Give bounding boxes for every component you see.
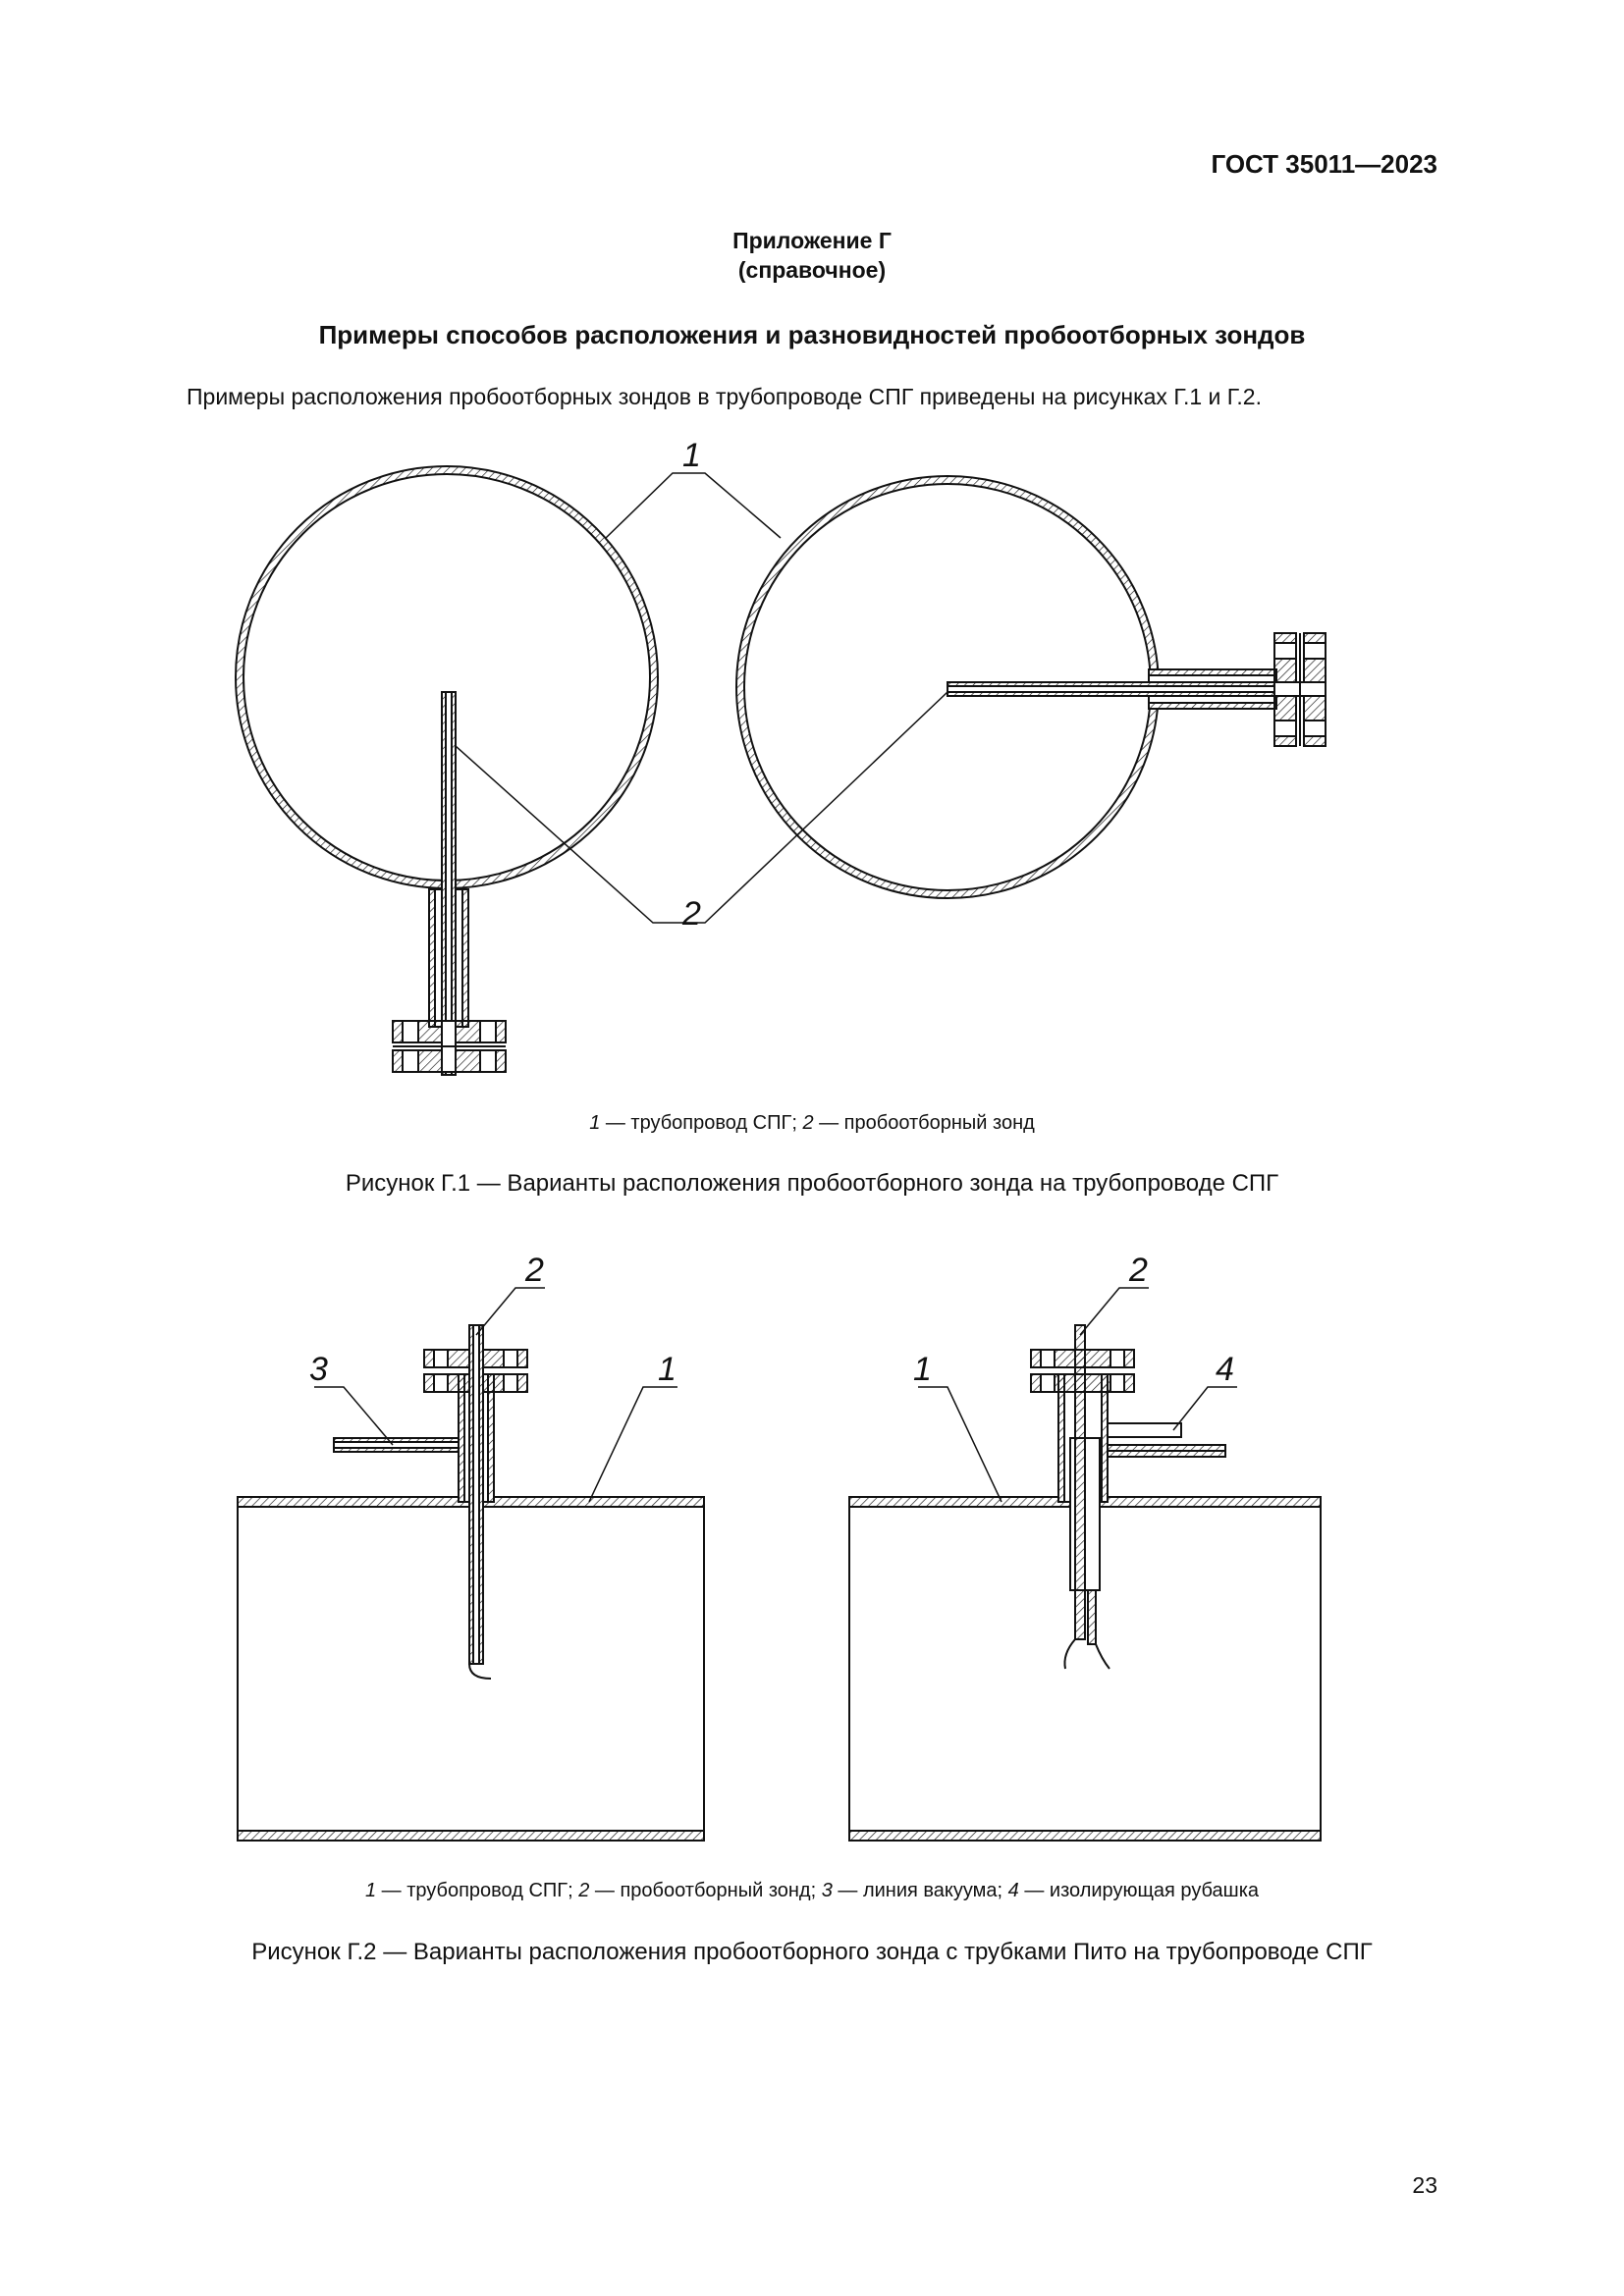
callout-1-fig1: 1 [682, 437, 701, 474]
callout-1-right: 1 [913, 1351, 932, 1388]
legend-text: — пробоотборный зонд; [589, 1880, 822, 1901]
figure-1-drawing [0, 432, 1624, 1080]
callout-2-fig1: 2 [682, 895, 701, 933]
figure-2-drawing [0, 1247, 1624, 1855]
section-title: Примеры способов расположения и разновидностей пробоотборных зондов [318, 320, 1306, 349]
legend-text: — трубопровод СПГ; [376, 1880, 579, 1901]
callout-2-right: 2 [1129, 1252, 1148, 1289]
legend-text: — изолирующая рубашка [1018, 1880, 1260, 1901]
callout-4-right: 4 [1216, 1351, 1234, 1388]
callout-3-left: 3 [309, 1351, 328, 1388]
legend-text: — линия вакуума; [832, 1880, 1008, 1901]
legend-num: 1 [364, 1880, 377, 1901]
legend-num: 4 [1007, 1880, 1019, 1901]
legend-num: 1 [589, 1112, 601, 1134]
callout-2-left: 2 [525, 1252, 544, 1289]
legend-num: 2 [578, 1880, 590, 1901]
legend-num: 3 [821, 1880, 833, 1901]
appendix-subtitle: (справочное) [737, 257, 887, 283]
document-header-id: ГОСТ 35011—2023 [1211, 149, 1437, 179]
figure-2-caption: Рисунок Г.2 — Варианты расположения пробоотборного зонда с трубками Пито на трубопроводе СПГ [251, 1939, 1373, 1965]
legend-text: — пробоотборный зонд [813, 1112, 1035, 1134]
figure-1-caption: Рисунок Г.1 — Варианты расположения пробоотборного зонда на трубопроводе СПГ [345, 1170, 1279, 1197]
figure-1-legend [0, 1112, 1624, 1135]
figure-2-legend [0, 1880, 1624, 1902]
page-number: 23 [1412, 2172, 1437, 2198]
intro-paragraph: Примеры расположения пробоотборных зондов в трубопроводе СПГ приведены на рисунках Г.1 и Г.2. [187, 384, 1262, 409]
appendix-title: Приложение Г [732, 228, 892, 253]
legend-text: — трубопровод СПГ; [600, 1112, 803, 1134]
callout-1-left: 1 [658, 1351, 677, 1388]
legend-num: 2 [802, 1112, 814, 1134]
